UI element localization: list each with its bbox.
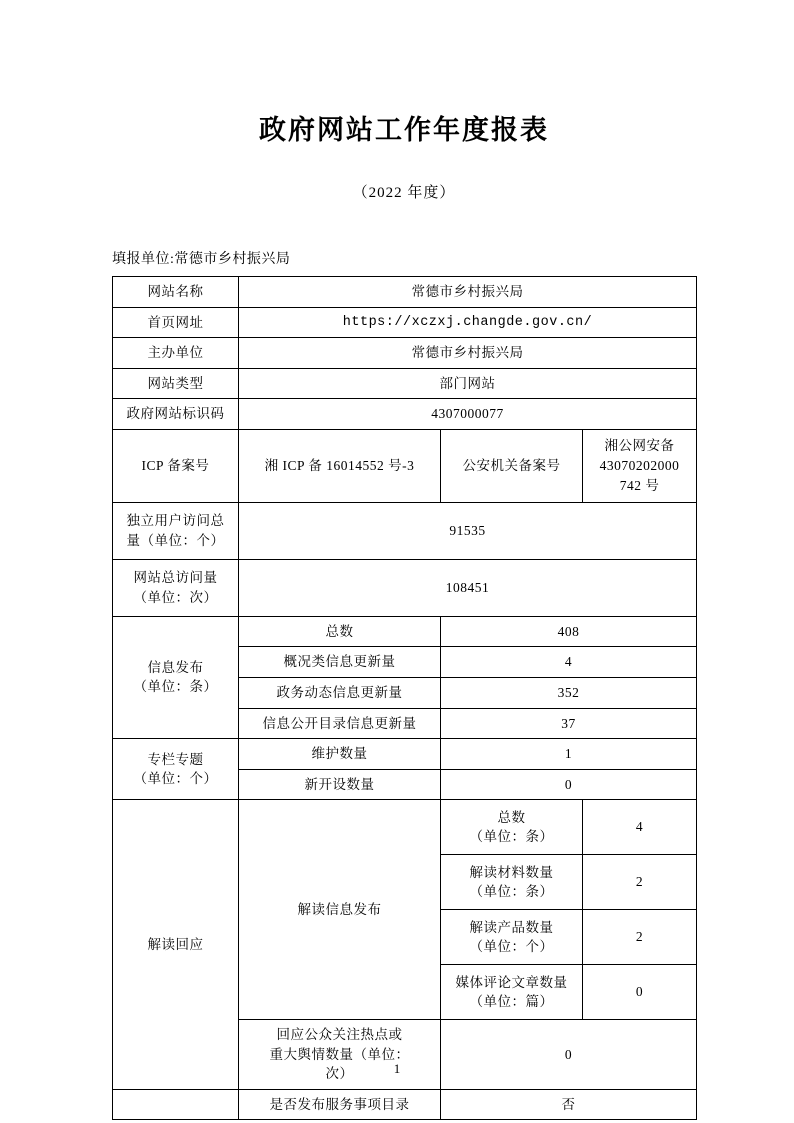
info-publish-label [113, 616, 239, 738]
interpretation-row-name-line1: 总数 [497, 809, 526, 825]
page-title: 政府网站工作年度报表 [259, 115, 549, 146]
public-response-value: 0 [441, 1020, 697, 1090]
page-subtitle: （2022 年度） [352, 185, 456, 201]
interpretation-row-name-line1: 解读产品数量 [469, 919, 554, 935]
interpretation-row-name-line1: 解读材料数量 [469, 864, 554, 880]
column-topic-label [113, 739, 239, 800]
police-record-value-line2: 43070202000 [599, 458, 680, 474]
public-response-label-line3: 次） [325, 1066, 354, 1082]
unique-visitors-label-line1: 独立用户访问总 [126, 513, 225, 529]
column-topic-row-name: 维护数量 [239, 739, 441, 770]
unique-visitors-label-line2: 量（单位：个） [126, 532, 225, 548]
table-row [113, 368, 697, 399]
info-publish-row-name: 总数 [239, 616, 441, 647]
police-record-value-line1: 湘公网安备 [604, 438, 675, 454]
table-row [113, 429, 697, 502]
icp-label: ICP 备案号 [113, 429, 239, 502]
info-publish-row-value: 37 [441, 708, 697, 739]
total-visits-label-line2: （单位：次） [133, 589, 218, 605]
site-code-value: 4307000077 [239, 399, 697, 430]
police-record-value-line3: 742 号 [619, 477, 660, 493]
empty-cell [113, 1089, 239, 1120]
column-topic-label-line2: （单位：个） [133, 771, 218, 787]
table-row [113, 399, 697, 430]
table-row [113, 739, 697, 770]
info-publish-label-line2: （单位：条） [133, 679, 218, 695]
interpretation-row-name-line2: （单位：个） [469, 939, 554, 955]
interpretation-row-value: 4 [583, 800, 697, 855]
site-type-label: 网站类型 [113, 368, 239, 399]
interpretation-row-name [441, 800, 583, 855]
table-row [113, 1089, 697, 1120]
interpretation-row-name [441, 910, 583, 965]
table-row [113, 616, 697, 647]
table-row [113, 502, 697, 559]
info-publish-row-value: 352 [441, 677, 697, 708]
site-name-label: 网站名称 [113, 277, 239, 308]
column-topic-row-value: 0 [441, 769, 697, 800]
table-row [113, 800, 697, 855]
info-publish-row-name: 概况类信息更新量 [239, 647, 441, 678]
site-type-value: 部门网站 [239, 368, 697, 399]
interpretation-row-name-line1: 媒体评论文章数量 [455, 974, 568, 990]
site-code-label: 政府网站标识码 [113, 399, 239, 430]
info-publish-row-value: 4 [441, 647, 697, 678]
public-response-label-line2: 重大舆情数量（单位： [269, 1046, 410, 1062]
info-publish-row-name: 信息公开目录信息更新量 [239, 708, 441, 739]
interpretation-row-value: 0 [583, 965, 697, 1020]
info-publish-row-name: 政务动态信息更新量 [239, 677, 441, 708]
interpretation-publish-label: 解读信息发布 [239, 800, 441, 1020]
interpretation-response-label: 解读回应 [113, 800, 239, 1090]
service-catalog-value: 否 [441, 1089, 697, 1120]
unique-visitors-value: 91535 [239, 502, 697, 559]
column-topic-row-name: 新开设数量 [239, 769, 441, 800]
reporting-unit-line: 填报单位:常德市乡村振兴局 [112, 252, 291, 267]
service-catalog-label: 是否发布服务事项目录 [239, 1089, 441, 1120]
interpretation-row-value: 2 [583, 855, 697, 910]
interpretation-row-name [441, 855, 583, 910]
host-unit-value: 常德市乡村振兴局 [239, 338, 697, 369]
host-unit-label: 主办单位 [113, 338, 239, 369]
column-topic-label-line1: 专栏专题 [147, 751, 204, 767]
page-number: 1 [393, 1061, 401, 1076]
police-record-label: 公安机关备案号 [441, 429, 583, 502]
table-row [113, 559, 697, 616]
homepage-label: 首页网址 [113, 307, 239, 338]
total-visits-label [113, 559, 239, 616]
interpretation-row-name-line2: （单位：条） [469, 829, 554, 845]
table-row [113, 338, 697, 369]
public-response-label-line1: 回应公众关注热点或 [276, 1027, 403, 1043]
table-row [113, 277, 697, 308]
interpretation-row-name [441, 965, 583, 1020]
interpretation-row-name-line2: （单位：条） [469, 884, 554, 900]
column-topic-row-value: 1 [441, 739, 697, 770]
interpretation-row-name-line2: （单位：篇） [469, 994, 554, 1010]
homepage-value: https://xczxj.changde.gov.cn/ [239, 307, 697, 338]
info-publish-row-value: 408 [441, 616, 697, 647]
interpretation-row-value: 2 [583, 910, 697, 965]
unique-visitors-label [113, 502, 239, 559]
total-visits-value: 108451 [239, 559, 697, 616]
police-record-value [583, 429, 697, 502]
icp-value: 湘 ICP 备 16014552 号-3 [239, 429, 441, 502]
info-publish-label-line1: 信息发布 [147, 659, 204, 675]
annual-report-table [112, 276, 697, 1120]
total-visits-label-line1: 网站总访问量 [133, 570, 218, 586]
table-row [113, 307, 697, 338]
site-name-value: 常德市乡村振兴局 [239, 277, 697, 308]
public-response-label [239, 1020, 441, 1090]
